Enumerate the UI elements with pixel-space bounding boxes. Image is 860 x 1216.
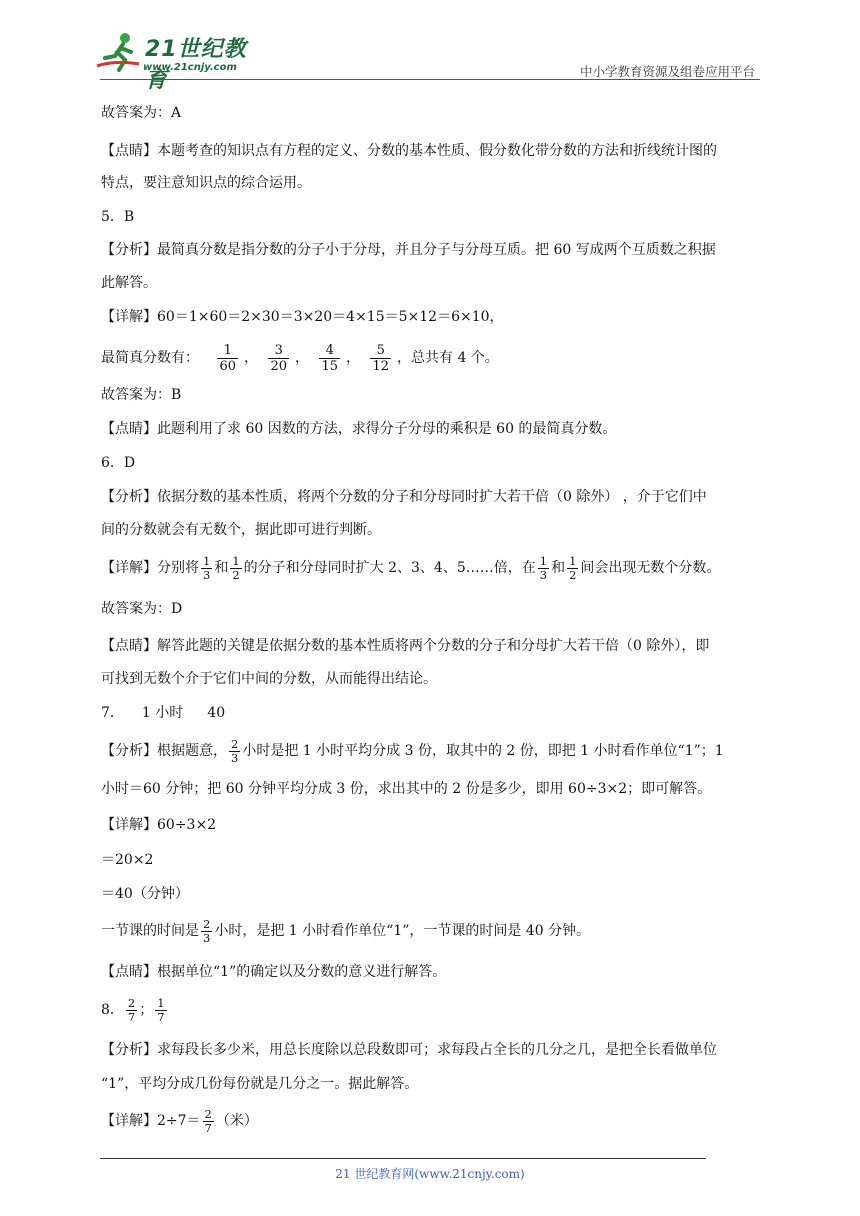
conclusion-text: 小时，是把 1 小时看作单位“1”，一节课的时间是 40 分钟。 bbox=[214, 923, 591, 939]
conclusion-text: 一节课的时间是 bbox=[101, 923, 199, 939]
fraction-list-line bbox=[101, 340, 499, 376]
fraction-4-15: $\frac{4}{15}$ bbox=[321, 342, 338, 374]
comment-line: 【点睛】根据单位“1”的确定以及分数的意义进行解答。 bbox=[101, 964, 447, 980]
question-number-text: 7． bbox=[101, 705, 124, 721]
answer-line: 故答案为：B bbox=[101, 387, 182, 403]
comma: ， bbox=[295, 350, 309, 366]
detail-text: 的分子和分母同时扩大 2、3、4、5……倍，在 bbox=[243, 560, 536, 576]
footer-link[interactable]: 21 世纪教育网(www.21cnjy.com) bbox=[335, 1167, 525, 1181]
fraction-one-seventh: $\frac{1}{7}$ bbox=[157, 995, 165, 1024]
header-divider bbox=[100, 79, 760, 80]
fraction-one-third: $\frac{1}{3}$ bbox=[539, 553, 548, 582]
fraction-two-thirds: $\frac{2}{3}$ bbox=[203, 916, 211, 945]
answer-line: 故答案为：A bbox=[101, 105, 182, 121]
analysis-line: 【分析】最简真分数是指分数的分子小于分母，并且分子与分母互质。把 60 写成两个互质数之积据 bbox=[101, 242, 716, 258]
analysis-text: 【分析】根据题意， bbox=[101, 743, 227, 759]
detail-text: （米） bbox=[215, 1113, 258, 1129]
detail-text: 和 bbox=[551, 560, 566, 576]
fraction-two-thirds: $\frac{2}{3}$ bbox=[231, 736, 239, 765]
conclusion-line bbox=[101, 914, 590, 948]
analysis-line: 间的分数就会有无数个，据此即可进行判断。 bbox=[101, 522, 381, 538]
fraction-list-suffix: ，总共有 4 个。 bbox=[397, 350, 499, 366]
question-number: 6．D bbox=[101, 455, 136, 471]
logo-url: www.21cnjy.com bbox=[143, 62, 237, 73]
logo-text: 21世纪教育 bbox=[145, 37, 247, 93]
fraction-5-12: $\frac{5}{12}$ bbox=[372, 342, 389, 374]
detail-line-fractions bbox=[101, 552, 720, 584]
fraction-two-sevenths: $\frac{2}{7}$ bbox=[204, 1106, 212, 1135]
question-number: 5．B bbox=[101, 209, 135, 225]
fraction-one-half: $\frac{1}{2}$ bbox=[569, 553, 577, 582]
calc-line: ＝20×2 bbox=[101, 852, 154, 868]
detail-line: 【详解】60÷3×2 bbox=[101, 817, 217, 833]
fraction-two-sevenths: $\frac{2}{7}$ bbox=[127, 995, 136, 1024]
detail-text: 【详解】2÷7＝ bbox=[101, 1113, 201, 1129]
comment-line: 【点睛】此题利用了求 60 因数的方法，求得分子分母的乘积是 60 的最简真分数。 bbox=[101, 421, 617, 437]
comment-line: 【点睛】解答此题的关键是依据分数的基本性质将两个分数的分子和分母扩大若干倍（0 除外），即 bbox=[101, 638, 710, 654]
analysis-line: 【分析】求每段长多少米，用总长度除以总段数即可；求每段占全长的几分之几，是把全长看做单位 bbox=[101, 1042, 717, 1058]
fraction-one-third: $\frac{1}{3}$ bbox=[203, 553, 211, 582]
page-header bbox=[0, 0, 860, 93]
platform-name: 中小学教育资源及组卷应用平台 bbox=[579, 64, 755, 79]
comment-line: 可找到无数个介于它们中间的分数，从而能得出结论。 bbox=[101, 671, 437, 687]
fraction-1-60: $\frac{1}{60}$ bbox=[219, 342, 236, 374]
comment-line: 【点睛】本题考查的知识点有方程的定义、分数的基本性质、假分数化带分数的方法和折线统计图的 bbox=[101, 143, 717, 159]
site-logo[interactable] bbox=[95, 30, 265, 93]
runner-icon bbox=[95, 30, 143, 72]
detail-line: 【详解】60＝1×60＝2×30＝3×20＝4×15＝5×12＝6×10， bbox=[101, 309, 504, 325]
fraction-3-20: $\frac{3}{20}$ bbox=[270, 342, 287, 374]
fraction-list-prefix: 最简真分数有： bbox=[101, 350, 199, 366]
detail-text: 【详解】分别将 bbox=[101, 560, 199, 576]
calc-line: ＝40（分钟） bbox=[101, 886, 189, 902]
answer-blank-2: 40 bbox=[207, 705, 226, 721]
detail-text: 和 bbox=[214, 560, 229, 576]
question-number-fractions bbox=[101, 993, 169, 1027]
analysis-text: 小时是把 1 小时平均分成 3 份，取其中的 2 份，即把 1 小时看作单位“1”；1 bbox=[242, 743, 724, 759]
fraction-one-half: $\frac{1}{2}$ bbox=[232, 553, 240, 582]
analysis-line: 【分析】依据分数的基本性质，将两个分数的分子和分母同时扩大若干倍（0 除外） ，介于它们中 bbox=[101, 489, 707, 505]
comma: ， bbox=[244, 350, 258, 366]
analysis-line: 此解答。 bbox=[101, 275, 157, 291]
analysis-line: “1”，平均分成几份每份就是几分之一。据此解答。 bbox=[101, 1076, 419, 1092]
question-number-text: 8． bbox=[101, 1002, 124, 1018]
question-number bbox=[101, 702, 225, 724]
separator: ； bbox=[139, 1002, 154, 1018]
footer-divider bbox=[100, 1158, 706, 1159]
comment-line: 特点，要注意知识点的综合运用。 bbox=[101, 175, 311, 191]
detail-text: 间会出现无数个分数。 bbox=[580, 560, 721, 576]
detail-line-fraction bbox=[101, 1104, 258, 1138]
comma: ， bbox=[346, 350, 360, 366]
analysis-line: 小时＝60 分钟；把 60 分钟平均分成 3 份，求出其中的 2 份是多少，即用 60÷3×2；即可解答。 bbox=[101, 781, 712, 797]
analysis-line-fraction bbox=[101, 734, 724, 768]
answer-line: 故答案为：D bbox=[101, 601, 183, 617]
answer-blank-1: 1 小时 bbox=[141, 705, 184, 721]
